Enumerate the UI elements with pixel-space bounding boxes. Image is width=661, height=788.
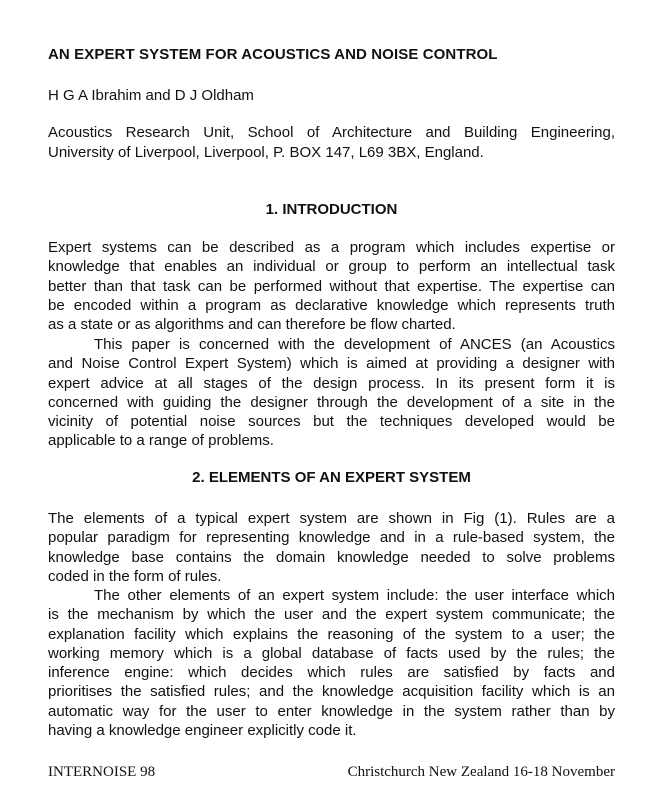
paper-title: AN EXPERT SYSTEM FOR ACOUSTICS AND NOISE CONTROL: [48, 46, 498, 63]
footer-location-date: Christchurch New Zealand 16-18 November: [347, 764, 615, 780]
affiliation-line: University of Liverpool, Liverpool, P. BOX 147, L69 3BX, England.: [48, 144, 484, 161]
paragraph: [48, 509, 615, 586]
paragraph-line: working memory which is a global database of facts used by the rules; the: [48, 644, 615, 662]
paragraph-line: prioritises the satisfied rules; and the knowledge acquisition facility which is an: [48, 683, 615, 701]
paragraph-line: The other elements of an expert system include: the user interface which: [94, 587, 615, 604]
section-heading-introduction: 1. INTRODUCTION: [265, 201, 398, 218]
affiliation-line: Acoustics Research Unit, School of Architecture and Building Engineering,: [48, 124, 615, 141]
paragraph-line: having a knowledge engineer explicitly code it.: [48, 722, 357, 740]
paragraph-line: concerned with guiding the designer through the development of a site in the: [48, 393, 615, 411]
paper-authors: H G A Ibrahim and D J Oldham: [48, 87, 254, 104]
paragraph-line: and Noise Control Expert System) which is aimed at providing a designer with: [48, 355, 615, 373]
paragraph-line: The elements of a typical expert system are shown in Fig (1). Rules are a: [48, 510, 615, 527]
paper-affiliation: [48, 123, 615, 163]
paragraph-line: knowledge that enables an individual or group to perform an intellectual task: [48, 258, 615, 276]
paragraph-line: expert advice at all stages of the design process. In its present form it is: [48, 374, 615, 392]
paragraph-line: knowledge base contains the domain knowledge needed to solve problems: [48, 548, 615, 566]
paragraph-line: inference engine: which decides which rules are satisfied by facts and: [48, 664, 615, 682]
paragraph-line: better than that task can be performed without that expertise. The expertise can: [48, 277, 615, 295]
paragraph-line: be encoded within a program as declarative knowledge which represents truth: [48, 296, 615, 314]
paragraph: [48, 238, 615, 334]
paragraph-line: as a state or as algorithms and can therefore be flow charted.: [48, 316, 456, 334]
paragraph-line: is the mechanism by which the user and the expert system communicate; the: [48, 606, 615, 624]
paragraph-line: applicable to a range of problems.: [48, 432, 274, 450]
paragraph-line: coded in the form of rules.: [48, 567, 222, 585]
paragraph-line: Expert systems can be described as a program which includes expertise or: [48, 239, 615, 256]
section-heading-elements: 2. ELEMENTS OF AN EXPERT SYSTEM: [192, 469, 471, 486]
paragraph: [48, 586, 615, 740]
paragraph-line: vicinity of potential noise sources but the techniques developed would be: [48, 413, 615, 431]
footer-conference: INTERNOISE 98: [48, 764, 156, 780]
paragraph-line: This paper is concerned with the development of ANCES (an Acoustics: [94, 336, 615, 353]
paragraph: [48, 335, 615, 451]
paragraph-line: popular paradigm for representing knowledge and in a rule-based system, the: [48, 529, 615, 547]
paragraph-line: automatic way for the user to enter knowledge in the system rather than by: [48, 702, 615, 720]
paragraph-line: explanation facility which explains the reasoning of the system to a user; the: [48, 625, 615, 643]
